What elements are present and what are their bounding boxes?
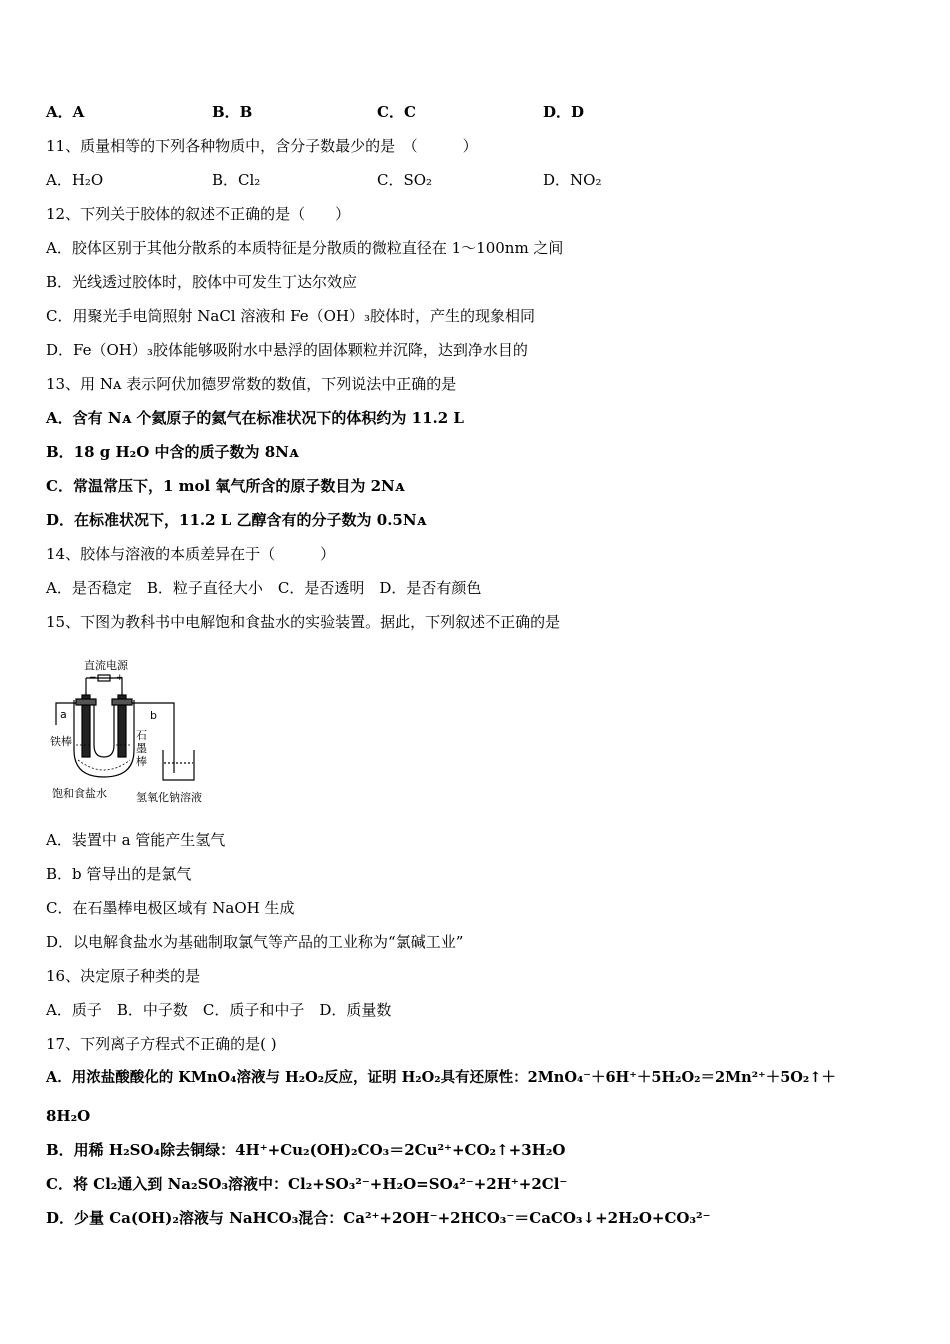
q11-option-c: C．SO₂ — [377, 171, 433, 189]
q12-option-c: C．用聚光手电筒照射 NaCl 溶液和 Fe（OH）₃胶体时，产生的现象相同 — [46, 307, 535, 325]
q11-stem: 11、质量相等的下列各种物质中，含分子数最少的是 （ ） — [46, 137, 478, 155]
graphite-rod-label-1: 石 — [136, 729, 147, 742]
beaker-icon — [163, 750, 194, 780]
q15-option-b: B．b 管导出的是氯气 — [46, 865, 192, 883]
q10-option-c: C．C — [377, 103, 416, 121]
q10-option-d: D．D — [543, 103, 585, 121]
q15-option-c: C．在石墨棒电极区域有 NaOH 生成 — [46, 899, 295, 917]
iron-rod-label: 铁棒 — [50, 735, 72, 748]
q12-option-b: B．光线透过胶体时，胶体中可发生丁达尔效应 — [46, 273, 358, 291]
power-source-label: 直流电源 — [84, 659, 128, 672]
q15-option-d: D．以电解食盐水为基础制取氯气等产品的工业称为“氯碱工业” — [46, 933, 464, 951]
q12-option-a: A．胶体区别于其他分散系的本质特征是分散质的微粒直径在 1～100nm 之间 — [46, 239, 564, 257]
q11-option-d: D．NO₂ — [543, 171, 602, 189]
q16-stem: 16、决定原子种类的是 — [46, 967, 201, 985]
q11-option-a: A．H₂O — [46, 171, 104, 189]
brine-label: 饱和食盐水 — [52, 787, 107, 800]
electrolysis-apparatus-figure — [46, 655, 216, 805]
plus-label: + — [116, 673, 124, 683]
q13-option-d: D．在标准状况下，11.2 L 乙醇含有的分子数为 0.5Nᴀ — [46, 511, 427, 529]
q16-options: A．质子 B．中子数 C．质子和中子 D．质量数 — [46, 1001, 392, 1019]
graphite-rod-label-2: 墨 — [136, 742, 147, 755]
q17-option-a-continued: 8H₂O — [46, 1107, 91, 1125]
q15-option-a: A．装置中 a 管能产生氢气 — [46, 831, 226, 849]
minus-label: − — [89, 673, 97, 683]
q14-options: A．是否稳定 B．粒子直径大小 C．是否透明 D．是否有颜色 — [46, 579, 482, 597]
q12-stem: 12、下列关于胶体的叙述不正确的是（ ） — [46, 205, 351, 223]
q10-option-b: B．B — [212, 103, 253, 121]
tube-b-label: b — [150, 709, 157, 722]
q17-stem: 17、下列离子方程式不正确的是( ) — [46, 1035, 277, 1053]
q13-option-b: B．18 g H₂O 中含的质子数为 8Nᴀ — [46, 443, 299, 461]
q17-option-a: A．用浓盐酸酸化的 KMnO₄溶液与 H₂O₂反应，证明 H₂O₂具有还原性：2MnO₄⁻＋6H⁺＋5H₂O₂＝2Mn²⁺＋5O₂↑＋ — [46, 1069, 836, 1086]
q13-option-a: A．含有 Nᴀ 个氦原子的氦气在标准状况下的体积约为 11.2 L — [46, 409, 464, 427]
q17-option-d: D．少量 Ca(OH)₂溶液与 NaHCO₃混合：Ca²⁺+2OH⁻+2HCO₃⁻＝CaCO₃↓+2H₂O+CO₃²⁻ — [46, 1209, 711, 1227]
q15-stem: 15、下图为教科书中电解饱和食盐水的实验装置。据此，下列叙述不正确的是 — [46, 613, 561, 631]
tube-a-label: a — [60, 708, 67, 721]
q17-option-b: B．用稀 H₂SO₄除去铜绿：4H⁺+Cu₂(OH)₂CO₃＝2Cu²⁺+CO₂↑+3H₂O — [46, 1141, 566, 1159]
q17-option-c: C．将 Cl₂通入到 Na₂SO₃溶液中：Cl₂+SO₃²⁻+H₂O=SO₄²⁻+2H⁺+2Cl⁻ — [46, 1175, 568, 1193]
q13-stem: 13、用 Nᴀ 表示阿伏加德罗常数的数值，下列说法中正确的是 — [46, 375, 457, 393]
q12-option-d: D．Fe（OH）₃胶体能够吸附水中悬浮的固体颗粒并沉降，达到净水目的 — [46, 341, 528, 359]
q10-option-a: A．A — [46, 103, 85, 121]
q14-stem: 14、胶体与溶液的本质差异在于（ ） — [46, 545, 336, 563]
q11-option-b: B．Cl₂ — [212, 171, 261, 189]
graphite-rod-label-3: 棒 — [136, 755, 147, 768]
naoh-solution-label: 氢氧化钠溶液 — [136, 791, 202, 804]
q13-option-c: C．常温常压下，1 mol 氧气所含的原子数目为 2Nᴀ — [46, 477, 405, 495]
